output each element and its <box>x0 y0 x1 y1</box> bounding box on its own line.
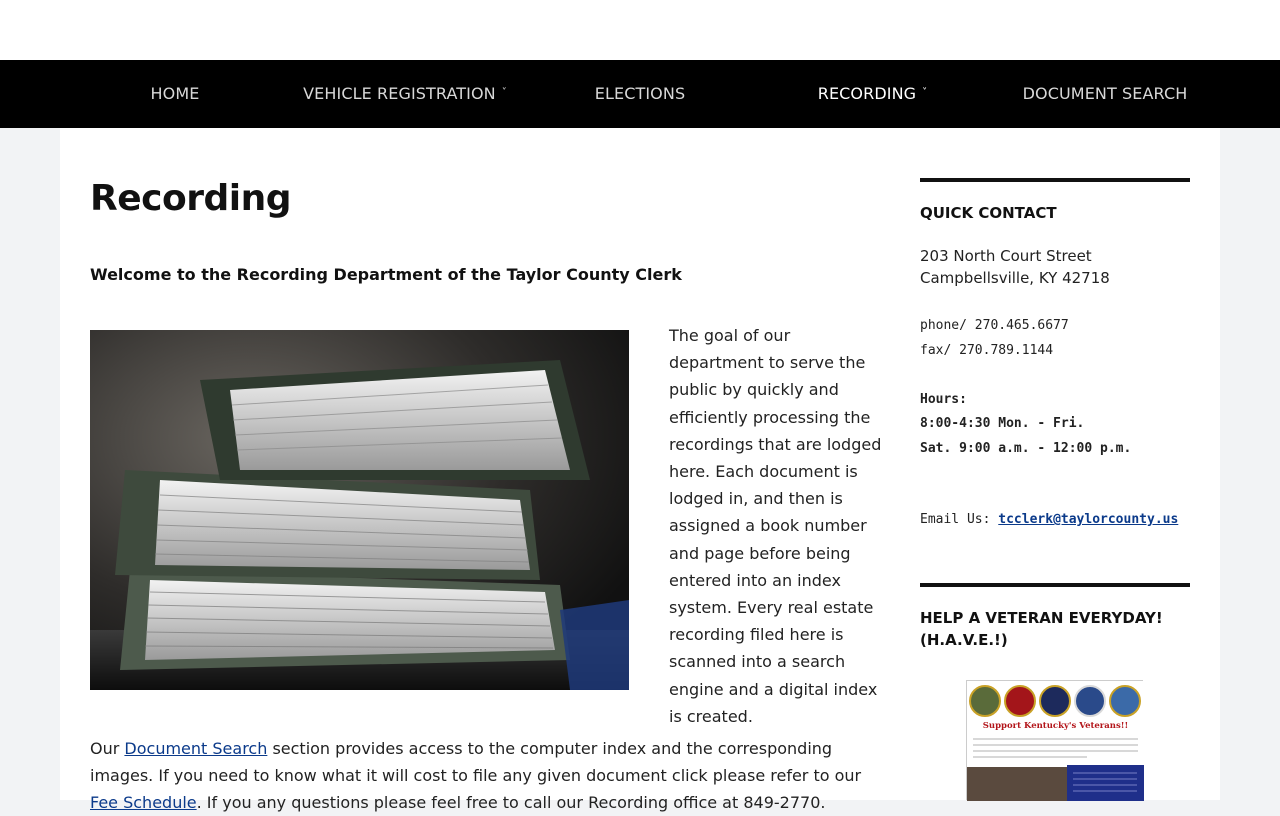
army-seal-icon <box>970 686 1000 716</box>
veteran-widget-title <box>920 607 1163 651</box>
marines-seal-icon <box>1005 686 1035 716</box>
address-line: Campbellsville, KY 42718 <box>920 269 1110 287</box>
veteran-title-line: (H.A.V.E.!) <box>920 631 1008 649</box>
widget-divider <box>920 583 1190 587</box>
nav-item-label: ELECTIONS <box>594 84 686 103</box>
document-search-link[interactable]: Document Search <box>124 739 268 758</box>
chevron-down-icon: ˅ <box>501 87 507 98</box>
hours-weekday: 8:00-4:30 Mon. - Fri. <box>920 416 1085 431</box>
document-search-paragraph <box>90 735 890 816</box>
nav-item-recording[interactable] <box>805 60 940 128</box>
widget-divider <box>920 178 1190 182</box>
hours-saturday: Sat. 9:00 a.m. - 12:00 p.m. <box>920 441 1132 456</box>
nav-item-label: RECORDING <box>817 84 917 103</box>
nav-item-label: HOME <box>150 84 200 103</box>
nav-item-label: DOCUMENT SEARCH <box>1022 84 1188 103</box>
navy-seal-icon <box>1040 686 1070 716</box>
phone-number: phone/ 270.465.6677 <box>920 318 1069 333</box>
contact-address <box>920 245 1110 289</box>
paragraph-text: section provides access to the computer index and the corresponding images. If you need to know what it will cost to file any given document click please refer to our <box>90 739 862 785</box>
binders-photo <box>90 330 629 690</box>
nav-item-vehicle-registration[interactable] <box>290 60 520 128</box>
nav-item-label: VEHICLE REGISTRATION <box>303 84 496 103</box>
nav-item-elections[interactable] <box>580 60 700 128</box>
fax-number: fax/ 270.789.1144 <box>920 343 1054 358</box>
veterans-poster-graphic <box>967 681 1144 801</box>
binders-illustration <box>90 330 629 690</box>
paragraph-text: Our <box>90 739 125 758</box>
hours-label: Hours: <box>920 392 967 407</box>
address-line: 203 North Court Street <box>920 247 1092 265</box>
nav-item-home[interactable] <box>120 60 230 128</box>
welcome-heading: Welcome to the Recording Department of the Taylor County Clerk <box>90 265 682 284</box>
quick-contact-title: QUICK CONTACT <box>920 204 1057 222</box>
department-goal-text: The goal of our department to serve the public by quickly and efficiently processing the recordings that are lodged here. Each document is lodged in, and then is assigned a book number and page before being entered into an index system. Every real estate recording filed here is scanned into a search engine and a digital index is created. <box>669 326 882 726</box>
chevron-down-icon: ˅ <box>922 87 928 98</box>
email-label: Email Us: <box>920 512 999 527</box>
email-link[interactable]: tcclerk@taylorcounty.us <box>998 512 1179 527</box>
page-title: Recording <box>90 178 291 219</box>
main-navigation <box>0 60 1280 128</box>
poster-heading: Support Kentucky's Veterans!! <box>982 721 1129 731</box>
fee-schedule-link[interactable]: Fee Schedule <box>90 793 197 812</box>
support-veterans-poster[interactable] <box>966 680 1143 800</box>
coast-guard-seal-icon <box>1110 686 1140 716</box>
veteran-title-line: HELP A VETERAN EVERYDAY! <box>920 609 1163 627</box>
nav-item-document-search[interactable] <box>1010 60 1200 128</box>
air-force-seal-icon <box>1075 686 1105 716</box>
top-header-bar <box>0 0 1280 60</box>
paragraph-text: . If you any questions please feel free to call our Recording office at 849-2770. <box>196 793 826 812</box>
email-line <box>920 512 1178 527</box>
